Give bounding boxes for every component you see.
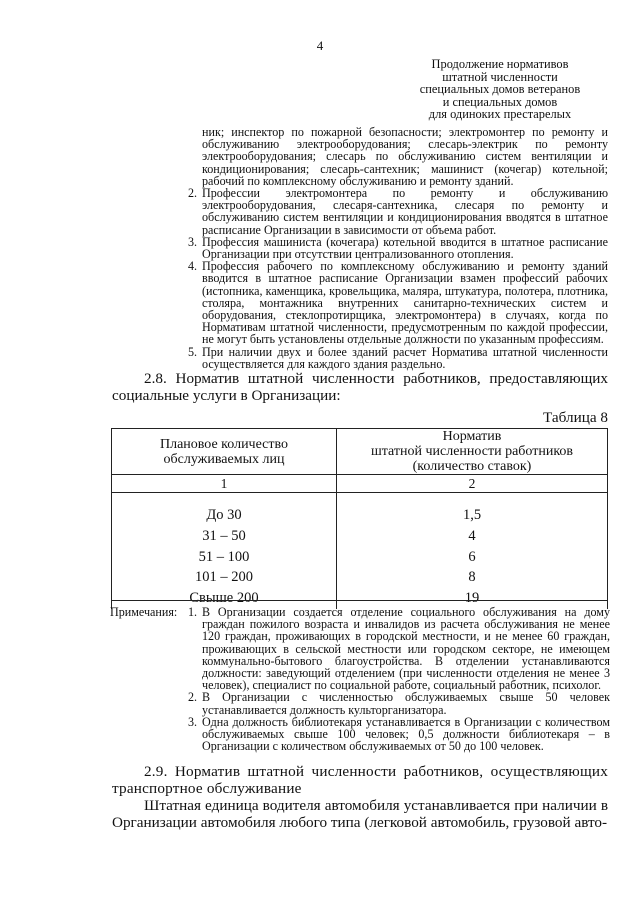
note-item [180,236,608,260]
col-number: 2 [337,475,608,493]
notes-bottom-list [180,606,610,752]
persons-column [112,493,337,609]
note-number: 4. [188,259,198,274]
note-item [180,260,608,345]
staff-norm-table [111,428,608,609]
note-item [180,346,608,370]
table-bottom-rule [111,600,608,601]
note-text: При наличии двух и более зданий расчет Норматива штатной численности осуществляется для каждого здания раздельно. [202,344,608,371]
note-number: 5. [188,344,198,359]
col-header-norm-line: (количество ставок) [412,459,532,474]
section-2-8-heading: 2.8. Норматив штатной численности работников, предоставляющих социальные услуги в Организации: [112,370,608,404]
note-item [180,716,610,753]
table-cell-norm: 8 [468,569,476,586]
note-text: Профессии электромонтера по ремонту и обслуживанию электрооборудования, слесаря-сантехника, слесаря по ремонту и обслуживанию систем вентиляции и кондиционирования вводятся в штатное расписание Организации в зависимости от объема работ. [202,186,608,237]
continuation-header [400,58,600,121]
note-item [180,187,608,236]
note-continuation: ник; инспектор по пожарной безопасности; электромонтер по ремонту и обслуживанию электрооборудования; слесарь-электрик по ремонту электрооборудования; слесарь по обслуживанию систем вентиляции и кондиционирования; слесарь-сантехник; машинист (кочегар) котельной; рабочий по комплексному обслуживанию и ремонту зданий. [202,125,608,188]
norm-column [337,493,608,609]
note-text: Профессия рабочего по комплексному обслуживанию и ремонту зданий вводится в штатное расписание Организации взамен профессий рабочих (истопника, каменщика, кровельщика, маляра, штукатура, полотера, плотника, столяра, монтажника внутренних санитарно-технических систем и оборудования, стеклопротирщика, электромонтера) в случаях, когда по Нормативам штатной численности, предусмотренным по каждой профессии, не могут быть установлены отдельные должности по указанным профессиям. [202,259,608,347]
header-line: штатной численности [442,69,558,84]
note-text: В Организации создается отделение социального обслуживания на дому граждан пожилого возраста и инвалидов из расчета обслуживания не менее 120 граждан, проживающих в городской местности, и не менее 60 граждан, проживающих в сельской местности или городском секторе, не имеющем коммунально-бытового благоустройства. В отделении устанавливаются должности: заведующий отделением (при численности отделения не менее 3 человек), специалист по социальной работе, социальный работник, психолог. [202,605,610,693]
header-line: специальных домов ветеранов [419,82,581,96]
note-text: Профессия машиниста (кочегара) котельной вводится в штатное расписание Организации при отсутствии централизованного отопления. [202,234,608,262]
table-cell-persons: 101 – 200 [195,569,253,586]
col-header-norm-line: Норматив [442,429,502,444]
section-2-9-heading [112,763,608,797]
note-number: 3. [188,234,198,249]
notes-top [180,126,608,370]
note-number: 3. [188,714,198,729]
header-line: Продолжение нормативов [431,57,569,71]
note-number: 2. [188,186,198,201]
note-text: Одна должность библиотекаря устанавливается в Организации с количеством обслуживаемых свыше 100 человек; 0,5 должности библиотекаря – в Организации с количеством обслуживаемых от 50 до 100 человек. [202,714,610,754]
table-caption: Таблица 8 [543,409,608,426]
table-cell-persons: Свыше 200 [189,590,259,607]
driver-paragraph: Штатная единица водителя автомобиля устанавливается при наличии в Организации автомобиля любого типа (легковой автомобиль, грузовой авто- [112,797,608,831]
note-item [180,606,610,691]
header-line: для одиноких престарелых [428,107,572,121]
table-cell-norm: 19 [464,590,480,607]
col-header-persons-text: Плановое количество обслуживаемых лиц [159,436,289,467]
note-number: 1. [188,605,198,619]
note-text: В Организации с численностью обслуживаемых свыше 50 человек устанавливается должность культорганизатора. [202,690,610,717]
table-cell-norm: 1,5 [462,507,482,523]
notes-label: Примечания: [110,605,178,619]
table-cell-persons: 31 – 50 [202,527,246,544]
page-number: 4 [316,38,324,53]
note-number: 2. [188,690,198,705]
header-line: и специальных домов [442,94,558,109]
col-header-norm-line: штатной численности работников [370,444,574,459]
col-number: 1 [112,475,337,493]
table-cell-persons: 51 – 100 [198,548,250,565]
col-header-persons [112,429,337,475]
table-cell-norm: 6 [468,548,476,565]
notes-bottom [110,606,610,752]
col-header-norm [337,429,608,475]
table-cell-persons: До 30 [206,507,242,523]
table-cell-norm: 4 [468,527,476,544]
section-2-9-text: 2.9. Норматив штатной численности работников, осуществляющих транспортное обслуживание [112,763,608,797]
note-item [180,691,610,715]
